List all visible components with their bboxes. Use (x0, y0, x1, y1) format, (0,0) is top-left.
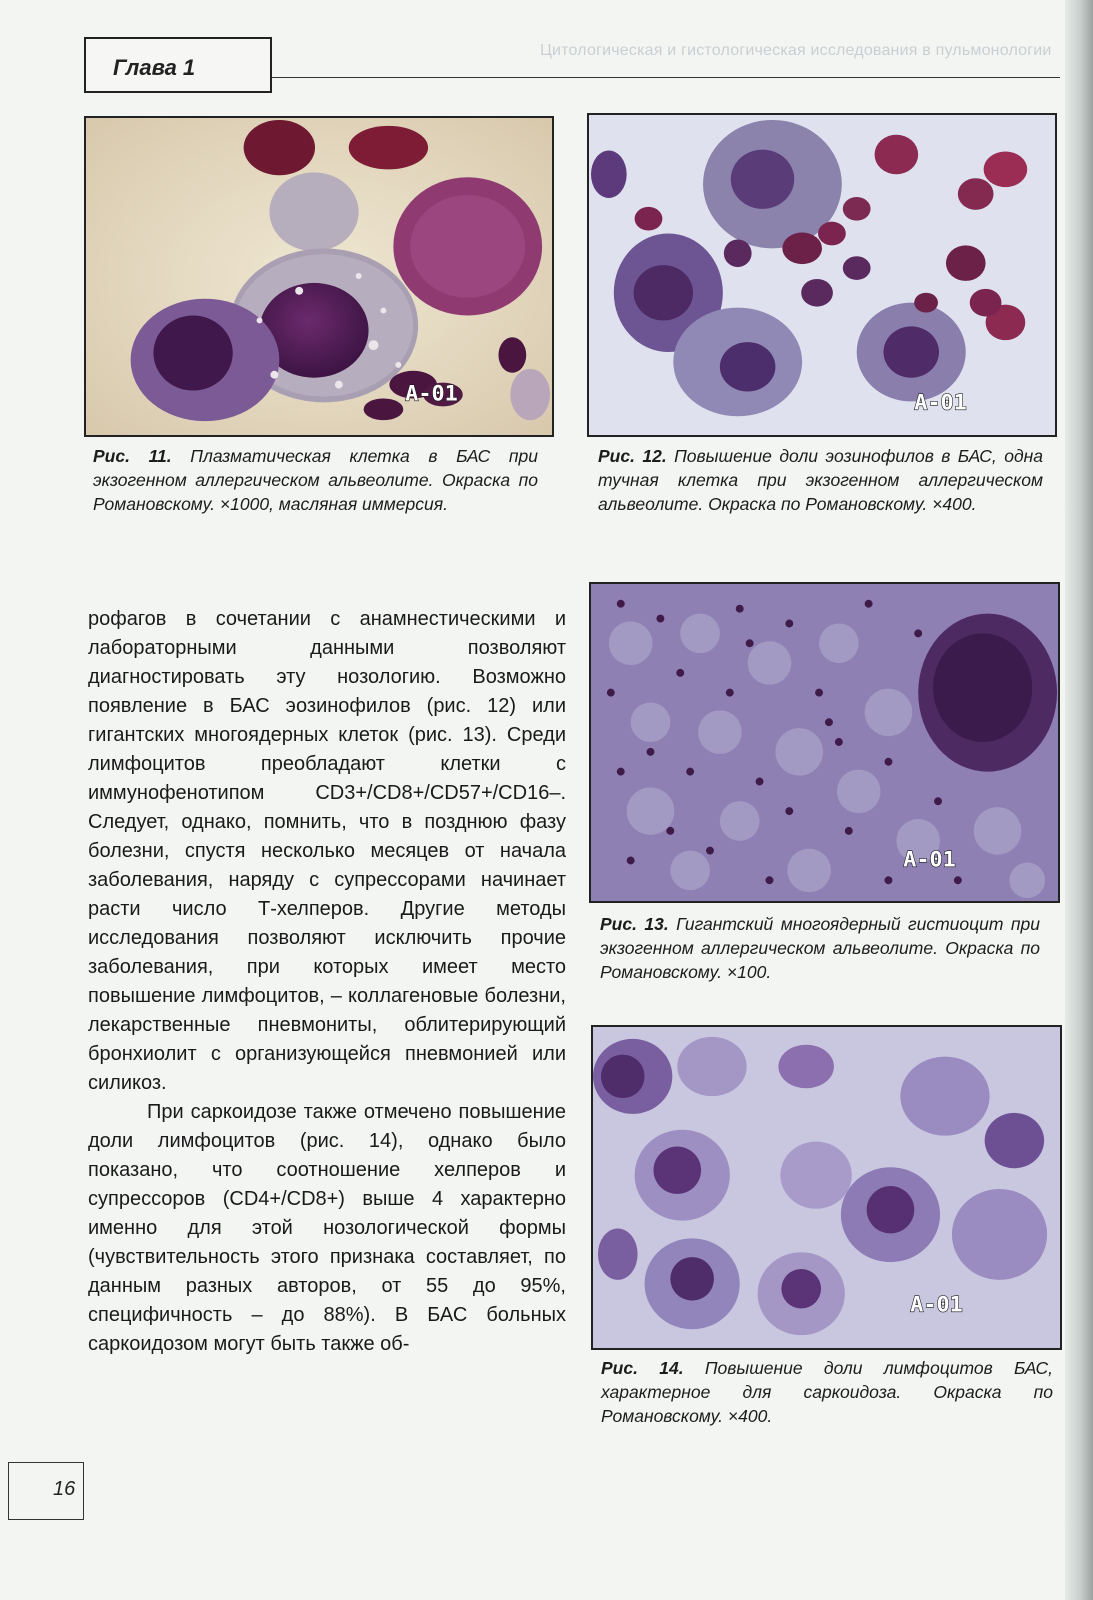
figure-14-caption-text: Повышение доли лимфоцитов БАС, характерное для саркоидоза. Окраска по Романовскому. ×400. (601, 1358, 1053, 1426)
figure-14-photo (591, 1025, 1062, 1350)
body-paragraph-2: При саркоидозе также отмечено повышение доли лимфоцитов (рис. 14), однако было показано, что соотношение хелперов и супрессоров (CD4+/CD8+) выше 4 характерно именно для этой нозологической формы (чувствительность этого признака составляет, по данным разных авторов, от 55 до 95%, специфичность – до 88%). В БАС больных саркоидозом могут быть также об- (88, 1101, 566, 1355)
figure-11-photo (84, 116, 554, 437)
header-ghost-text: Цитологическая и гистологическая исследования в пульмонологии (540, 42, 1052, 59)
figure-11-caption-number: Рис. 11. (93, 446, 172, 466)
figure-11-caption-text: Плазматическая клетка в БАС при экзогенном аллергическом альвеолите. Окраска по Романовскому. ×1000, масляная иммерсия. (93, 446, 538, 514)
figure-12-photo (587, 113, 1057, 437)
body-text-column (88, 605, 566, 1359)
figure-13-caption-number: Рис. 13. (600, 914, 669, 934)
body-paragraph-1: рофагов в сочетании с анамнестическими и лабораторными данными позволяют диагностировать эту нозологию. Возможно появление в БАС эозинофилов (рис. 12) или гигантских многоядерных клеток (рис. 13). Среди лимфоцитов преобладают клетки с иммунофенотипом CD3+/CD8+/CD57+/CD16–. Следует, однако, помнить, что в позднюю фазу болезни, спустя несколько месяцев от начала заболевания, наряду с супрессорами начинает расти число Т-хелперов. Другие методы исследования позволяют исключить прочие заболевания, при которых имеет место повышение лимфоцитов, – коллагеновые болезни, лекарственные пневмониты, облитерирующий бронхиолит с организующейся пневмонией или силикоз. (88, 608, 566, 1094)
figure-13-caption (600, 912, 1040, 984)
figure-13-overlay-label: A-01 (903, 847, 956, 873)
figure-13-caption-text: Гигантский многоядерный гистиоцит при экзогенном аллергическом альвеолите. Окраска по Романовскому. ×100. (600, 914, 1040, 982)
figure-13-photo (589, 582, 1060, 903)
figure-11-caption (93, 444, 538, 516)
header-rule (272, 77, 1060, 78)
page-number: 16 (53, 1478, 76, 1500)
figure-12-caption (598, 444, 1043, 516)
chapter-label: Глава 1 (113, 55, 196, 80)
figure-14-caption-number: Рис. 14. (601, 1358, 684, 1378)
figure-14-caption (601, 1356, 1053, 1428)
figure-12-caption-number: Рис. 12. (598, 446, 667, 466)
figure-11-overlay-label: A-01 (405, 381, 458, 407)
figure-14-overlay-label: A-01 (910, 1292, 963, 1318)
figure-12-overlay-label: A-01 (914, 390, 967, 416)
figure-12-caption-text: Повышение доли эозинофилов в БАС, одна тучная клетка при экзогенном аллергическом альвеолите. Окраска по Романовскому. ×400. (598, 446, 1043, 514)
page-edge-shadow (1065, 0, 1093, 1600)
